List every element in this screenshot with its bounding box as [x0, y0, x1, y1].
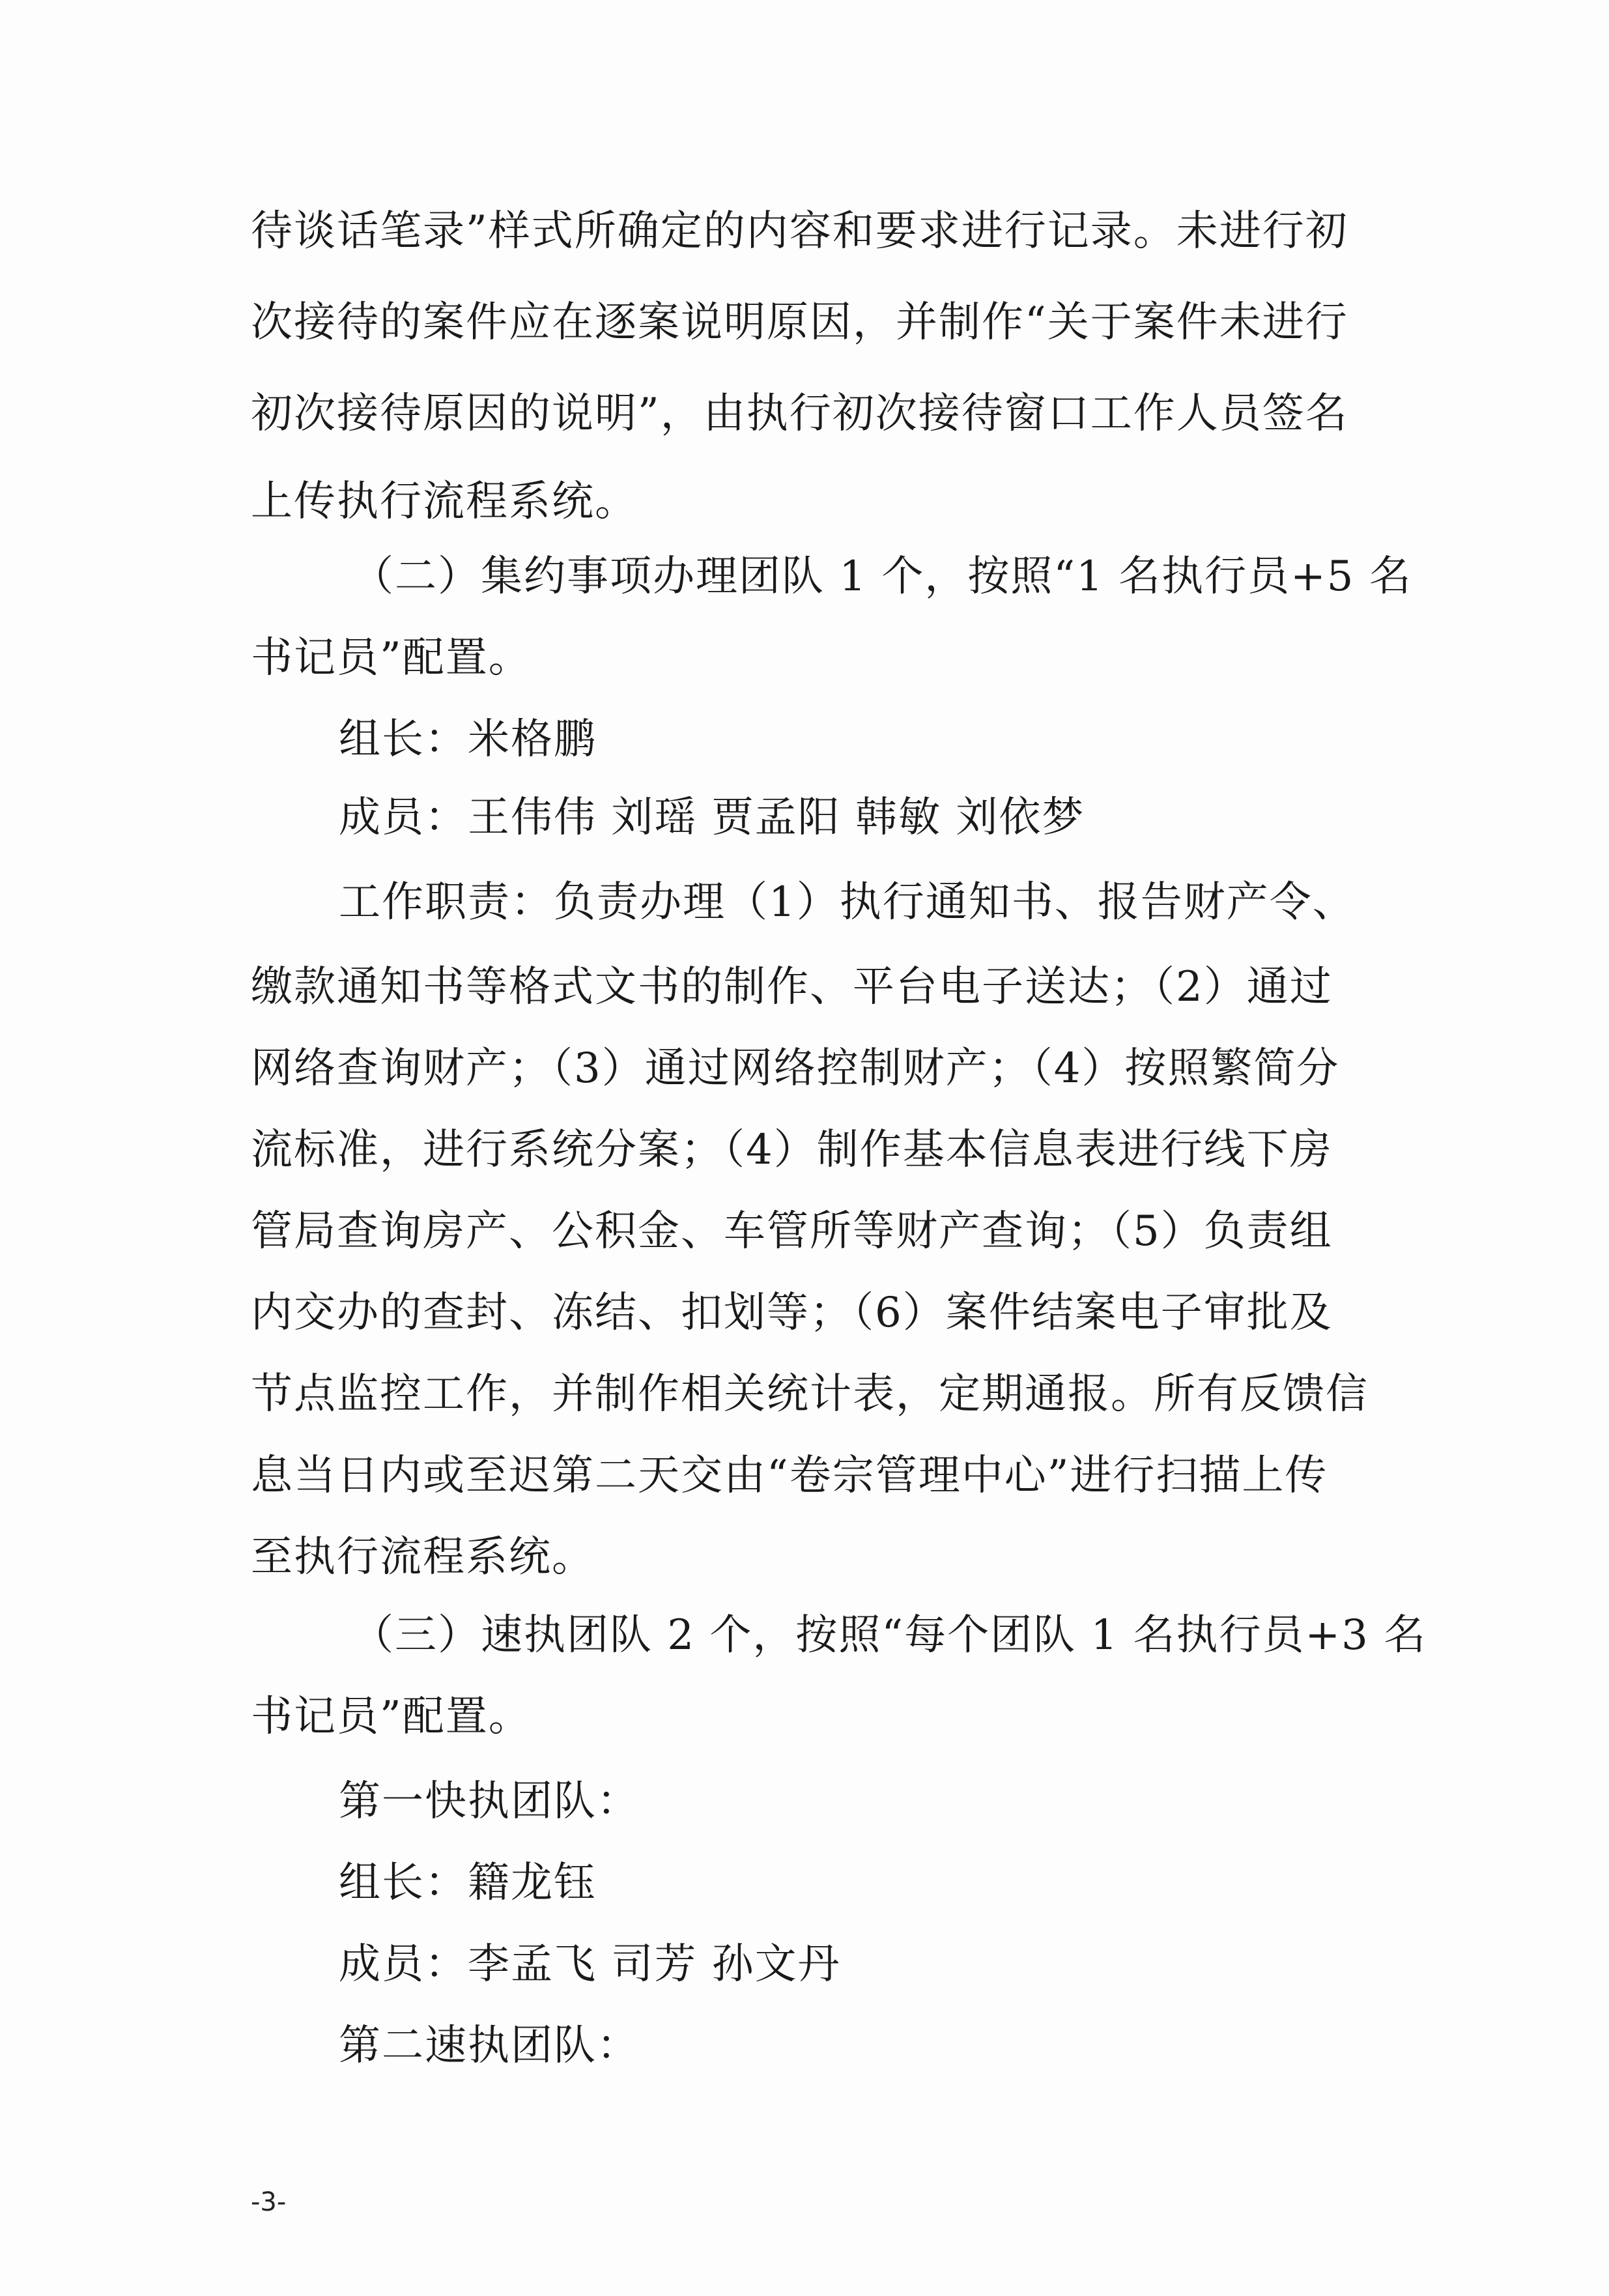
team-members: 成员：李孟飞 司芳 孙文丹: [339, 1940, 841, 1988]
team-leader: 组长：米格鹏: [339, 715, 597, 764]
team-leader: 组长：籍龙钰: [339, 1859, 597, 1907]
text-line: 节点监控工作，并制作相关统计表，定期通报。所有反馈信: [251, 1370, 1369, 1418]
section-heading: （三）速执团队 2 个，按照“每个团队 1 名执行员+3 名: [352, 1611, 1427, 1659]
text-line: 内交办的查封、冻结、扣划等；（6）案件结案电子审批及: [251, 1289, 1333, 1337]
text-line: 缴款通知书等格式文书的制作、平台电子送达；（2）通过: [251, 963, 1333, 1011]
text-line: 书记员”配置。: [251, 634, 532, 682]
text-line: 至执行流程系统。: [251, 1533, 595, 1581]
team-heading: 第二速执团队：: [339, 2022, 640, 2070]
page-number: -3-: [251, 2187, 287, 2217]
text-line: 息当日内或至迟第二天交由“卷宗管理中心”进行扫描上传: [251, 1452, 1328, 1500]
text-line: 上传执行流程系统。: [251, 478, 638, 526]
text-line: 网络查询财产；（3）通过网络控制财产；（4）按照繁简分: [251, 1044, 1340, 1093]
team-heading: 第一快执团队：: [339, 1777, 640, 1826]
text-line: 管局查询房产、公积金、车管所等财产查询；（5）负责组: [251, 1207, 1333, 1256]
text-line: 待谈话笔录”样式所确定的内容和要求进行记录。未进行初: [251, 207, 1348, 255]
text-line: 书记员”配置。: [251, 1693, 532, 1741]
text-line: 初次接待原因的说明”，由执行初次接待窗口工作人员签名: [251, 390, 1348, 438]
section-heading: （二）集约事项办理团队 1 个，按照“1 名执行员+5 名: [352, 552, 1412, 601]
duties-heading: 工作职责：负责办理（1）执行通知书、报告财产令、: [339, 878, 1356, 926]
team-members: 成员：王伟伟 刘瑶 贾孟阳 韩敏 刘依梦: [339, 794, 1085, 842]
text-line: 次接待的案件应在逐案说明原因，并制作“关于案件未进行: [251, 298, 1348, 347]
text-line: 流标准，进行系统分案；（4）制作基本信息表进行线下房: [251, 1126, 1333, 1174]
